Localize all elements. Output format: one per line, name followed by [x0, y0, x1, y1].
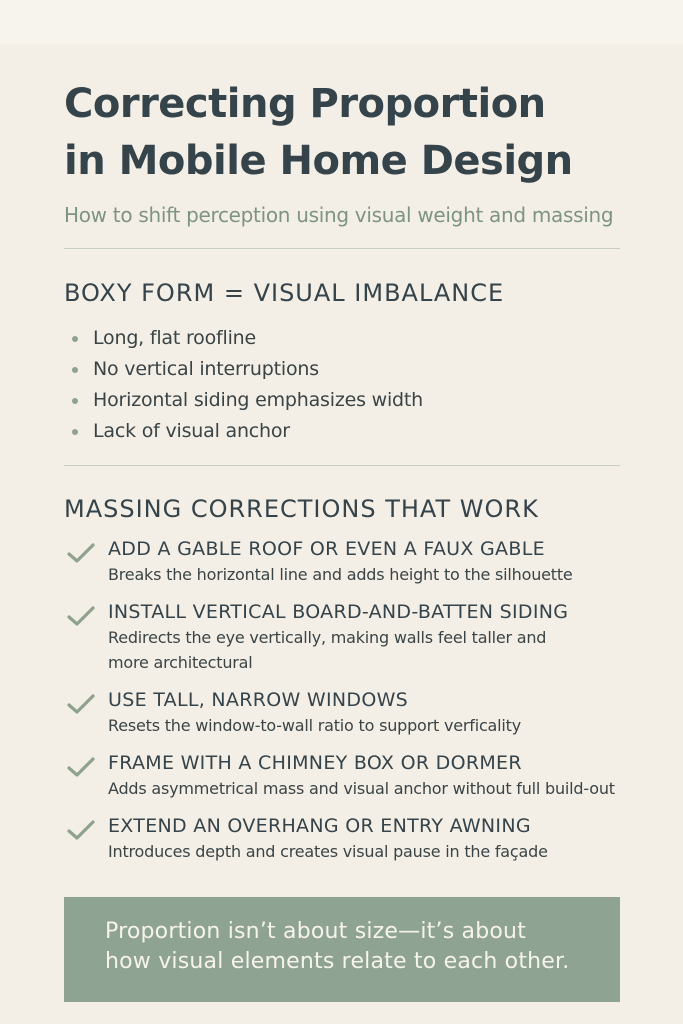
- checkmark-icon: [66, 605, 96, 627]
- section-divider: [64, 248, 620, 249]
- checkmark-icon: [66, 542, 96, 564]
- bullet-text: Lack of visual anchor: [93, 420, 290, 442]
- correction-title: ADD A GABLE ROOF OR EVEN A FAUX GABLE: [108, 538, 545, 560]
- bullet-dot-icon: [72, 398, 78, 404]
- imbalance-bullet-list: [64, 323, 620, 447]
- corrections-list: [64, 536, 620, 864]
- bullet-item: [64, 385, 620, 416]
- correction-title: USE TALL, NARROW WINDOWS: [108, 689, 409, 711]
- boxy-form-heading: BOXY FORM = VISUAL IMBALANCE: [64, 279, 505, 307]
- bullet-item: [64, 323, 620, 354]
- checkmark-icon: [66, 693, 96, 715]
- bullet-text: Horizontal siding emphasizes width: [93, 389, 424, 411]
- correction-description: [108, 776, 620, 801]
- bullet-item: [64, 354, 620, 385]
- quote-line: Proportion isn’t about size—it’s about: [105, 919, 527, 944]
- correction-item: [64, 599, 620, 675]
- checkmark-icon: [66, 819, 96, 841]
- description-line: Introduces depth and creates visual pause in the façade: [108, 842, 548, 861]
- page-title: [64, 76, 620, 190]
- page-subtitle: How to shift perception using visual weight and massing: [64, 203, 614, 227]
- bullet-dot-icon: [72, 367, 78, 373]
- description-line: Redirects the eye vertically, making walls feel taller and: [108, 628, 547, 647]
- bullet-item: [64, 416, 620, 447]
- description-line: more architectural: [108, 653, 253, 672]
- bullet-text: No vertical interruptions: [93, 358, 319, 380]
- quote-line: how visual elements relate to each other.: [105, 949, 570, 974]
- bullet-dot-icon: [72, 336, 78, 342]
- checkmark-icon: [66, 756, 96, 778]
- correction-description: [108, 839, 620, 864]
- correction-item: [64, 687, 620, 738]
- description-line: Breaks the horizontal line and adds height to the silhouette: [108, 565, 573, 584]
- correction-title: FRAME WITH A CHIMNEY BOX OR DORMER: [108, 752, 522, 774]
- title-line: Correcting Proportion: [64, 81, 546, 127]
- top-margin-strip: [0, 0, 683, 44]
- correction-item: [64, 813, 620, 864]
- massing-corrections-heading: MASSING CORRECTIONS THAT WORK: [64, 495, 539, 523]
- quote-text: [105, 917, 580, 977]
- bullet-text: Long, flat roofline: [93, 327, 256, 349]
- title-line: in Mobile Home Design: [64, 138, 573, 184]
- correction-description: [108, 713, 620, 738]
- infographic-content: [64, 76, 620, 864]
- correction-title: INSTALL VERTICAL BOARD-AND-BATTEN SIDING: [108, 601, 569, 623]
- section-divider: [64, 465, 620, 466]
- correction-title: EXTEND AN OVERHANG OR ENTRY AWNING: [108, 815, 531, 837]
- quote-callout: [64, 897, 620, 1002]
- correction-item: [64, 750, 620, 801]
- correction-description: [108, 625, 620, 675]
- bullet-dot-icon: [72, 429, 78, 435]
- description-line: Adds asymmetrical mass and visual anchor without full build-out: [108, 779, 615, 798]
- correction-description: [108, 562, 620, 587]
- correction-item: [64, 536, 620, 587]
- description-line: Resets the window-to-wall ratio to support verficality: [108, 716, 521, 735]
